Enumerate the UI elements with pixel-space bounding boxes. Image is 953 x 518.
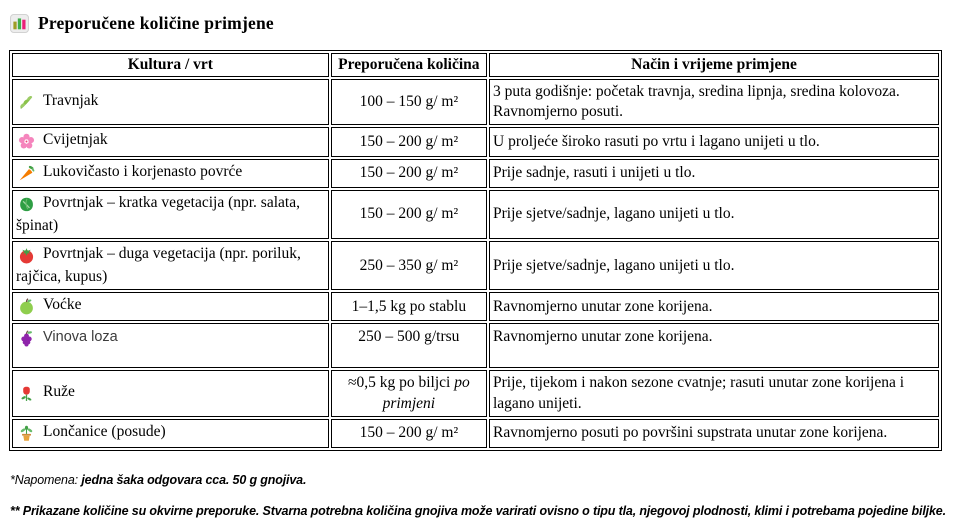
table-row-povrtnjak-kratka [12, 190, 939, 239]
column-header-quantity: Preporučena količina [331, 53, 487, 77]
table-row-loncanice [12, 419, 939, 448]
footnote-napomena [10, 473, 944, 487]
quantity-value: 100 – 150 g/ m² [331, 79, 487, 125]
culture-label: Lukovičasto i korjenasto povrće [43, 162, 243, 180]
page-title-row [10, 13, 944, 34]
quantity-value: 150 – 200 g/ m² [331, 159, 487, 188]
method-text: Prije sjetve/sadnje, lagano unijeti u tlo. [489, 190, 939, 239]
herb-icon [18, 94, 35, 114]
quantity-value: 150 – 200 g/ m² [331, 419, 487, 448]
method-text: U proljeće široko rasuti po vrtu i lagano unijeti u tlo. [489, 127, 939, 156]
blossom-icon [18, 133, 35, 153]
method-text: Prije, tijekom i nakon sezone cvatnje; rasuti unutar zone korijena i lagano unijeti. [489, 370, 939, 416]
application-rates-table [9, 50, 942, 451]
rose-icon [18, 385, 35, 405]
footnote-text: jedna šaka odgovara cca. 50 g gnojiva. [78, 472, 307, 487]
culture-label: Voćke [43, 296, 82, 314]
quantity-italic-note: po primjeni [382, 374, 470, 412]
culture-label: Povrtnjak – duga vegetacija (npr. poriluk, rajčica, kupus) [16, 244, 301, 286]
method-text: Ravnomjerno unutar zone korijena. [489, 292, 939, 321]
table-row-cvijetnjak [12, 127, 939, 156]
leafy-green-icon [18, 196, 35, 216]
footnotes [10, 473, 944, 518]
footnote-disclaimer: ** Prikazane količine su okvirne preporuke. Stvarna potrebna količina gnojiva može varirati ovisno o tipu tla, njegovoj plodnosti, klimi i potrebama pojedine biljke. [10, 503, 946, 518]
bar-chart-icon [10, 14, 29, 33]
quantity-value: 1–1,5 kg po stablu [331, 292, 487, 321]
table-row-vinova-loza [12, 323, 939, 368]
method-text: Ravnomjerno unutar zone korijena. [489, 323, 939, 368]
footnote-label: *Napomena: [10, 472, 78, 487]
quantity-value: 250 – 350 g/ m² [331, 241, 487, 290]
quantity-value: 250 – 500 g/trsu [331, 323, 487, 368]
culture-label: Povrtnjak – kratka vegetacija (npr. salata, špinat) [16, 193, 300, 234]
column-header-method: Način i vrijeme primjene [489, 53, 939, 77]
quantity-value: ≈0,5 kg po biljci po primjeni [331, 370, 487, 416]
header-row [12, 53, 939, 77]
method-text: Prije sjetve/sadnje, lagano unijeti u tlo. [489, 241, 939, 290]
carrot-icon [18, 165, 35, 185]
culture-label: Lončanice (posude) [43, 422, 166, 440]
culture-label: Cvijetnjak [43, 131, 108, 149]
table-row-vocke [12, 292, 939, 321]
method-text: Prije sadnje, rasuti i unijeti u tlo. [489, 159, 939, 188]
grapes-icon [18, 330, 35, 350]
column-header-culture: Kultura / vrt [12, 53, 329, 77]
culture-label: Travnjak [43, 91, 99, 109]
potted-plant-icon [18, 425, 35, 445]
method-text: Ravnomjerno posuti po površini supstrata unutar zone korijena. [489, 419, 939, 448]
table-row-ruze [12, 370, 939, 416]
table-row-lukovicasto [12, 159, 939, 188]
green-apple-icon [18, 298, 35, 318]
culture-label: Vinova loza [43, 329, 118, 346]
method-text: 3 puta godišnje: početak travnja, sredina lipnja, sredina kolovoza. Ravnomjerno posuti. [489, 79, 939, 125]
table-row-travnjak [12, 79, 939, 125]
table-row-povrtnjak-duga [12, 241, 939, 290]
quantity-value: 150 – 200 g/ m² [331, 190, 487, 239]
page-title: Preporučene količine primjene [38, 13, 274, 33]
culture-label: Ruže [43, 382, 75, 400]
quantity-value: 150 – 200 g/ m² [331, 127, 487, 156]
tomato-icon [18, 247, 35, 267]
